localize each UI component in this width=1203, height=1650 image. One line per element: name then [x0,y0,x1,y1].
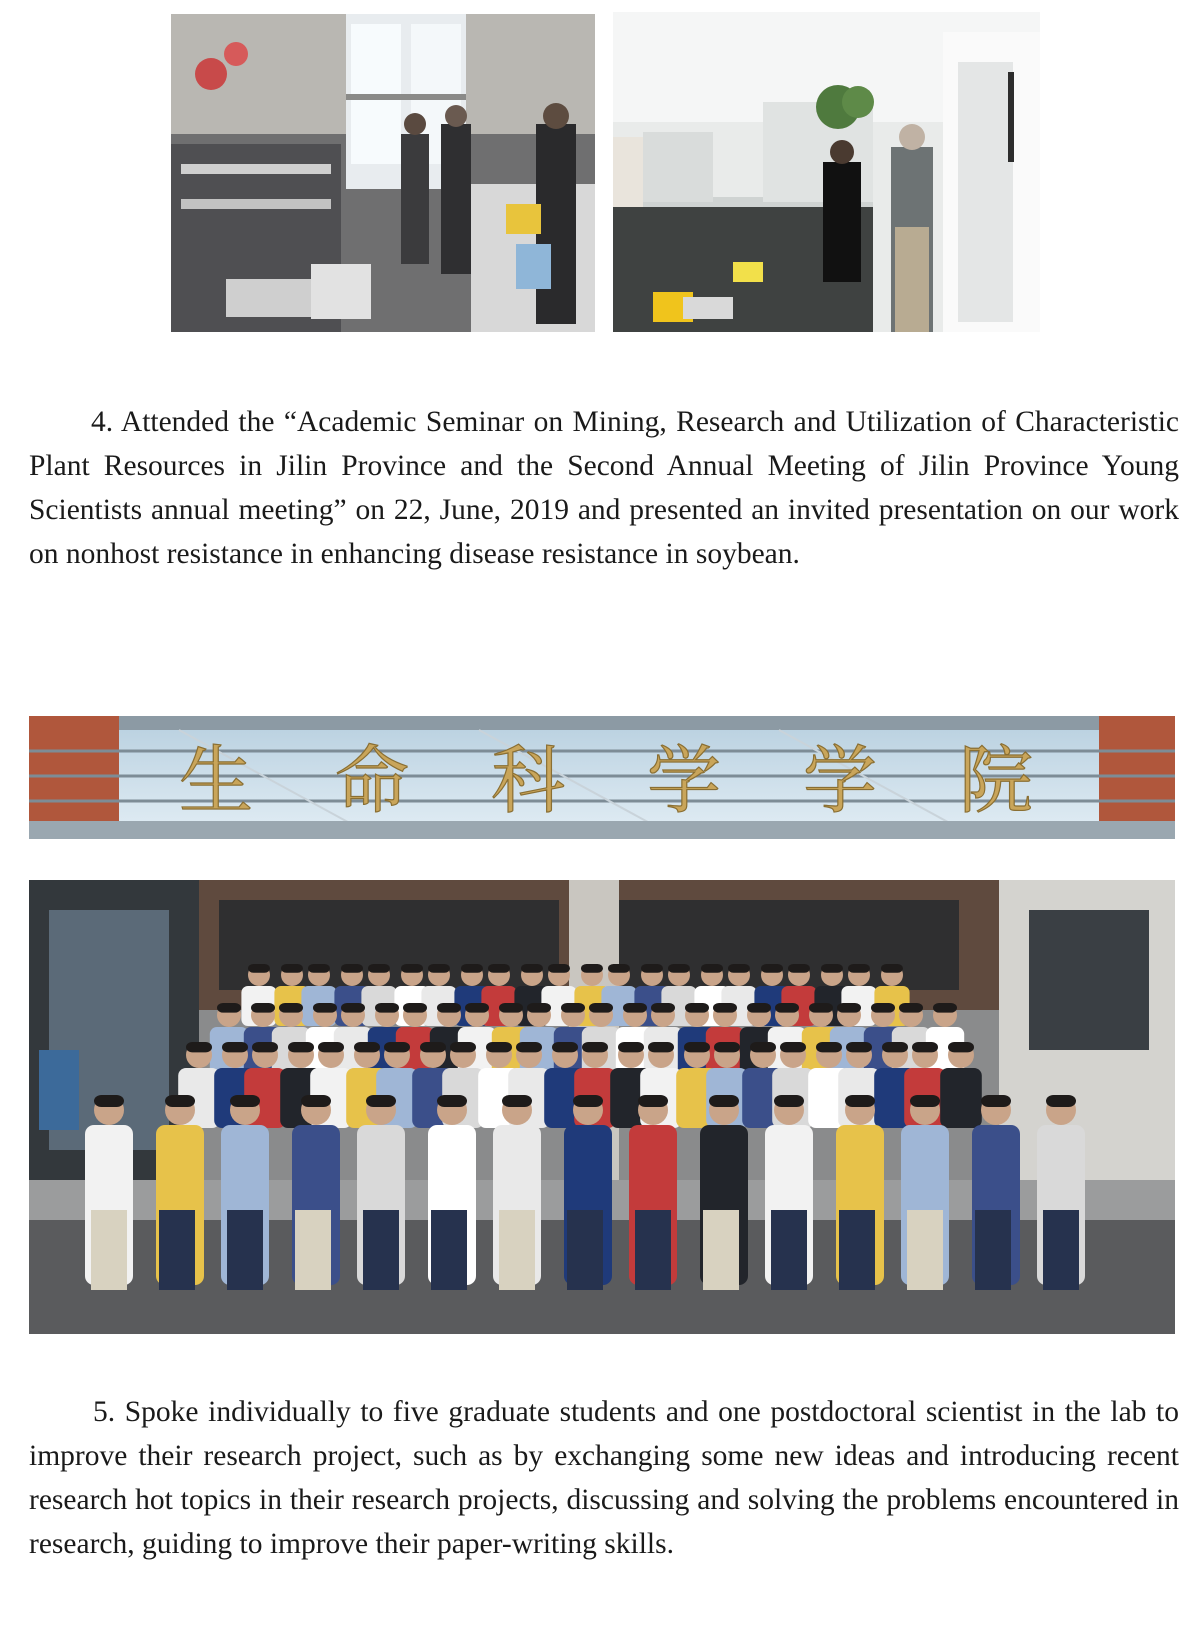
building-sign-text: 生命科学学院 [179,738,1115,824]
group-photo-icon [29,880,1175,1334]
lab-photo-left [171,14,595,332]
lab-photo-icon [171,14,595,332]
paragraph-item-5: 5. Spoke individually to five graduate students and one postdoctoral scientist in the lab to improve their research project, such as by exchanging some new ideas and introducing recent research hot topics in their research projects, discussing and solving the problems encountered in research, guiding to improve their paper-writing skills. [29,1396,1179,1560]
building-sign-photo [29,716,1175,839]
lab-photo-icon [613,12,1040,332]
lab-photo-right [613,12,1040,332]
group-photo [29,880,1175,1334]
paragraph-item-4: 4. Attended the “Academic Seminar on Mining, Research and Utilization of Characteristic Plant Resources in Jilin Province and the Second Annual Meeting of Jilin Province Young Scientists annual meeting” on 22, June, 2019 and presented an invited presentation on our work on nonhost resistance in enhancing disease resistance in soybean. [29,406,1179,570]
building-sign-photo-icon [29,716,1175,839]
